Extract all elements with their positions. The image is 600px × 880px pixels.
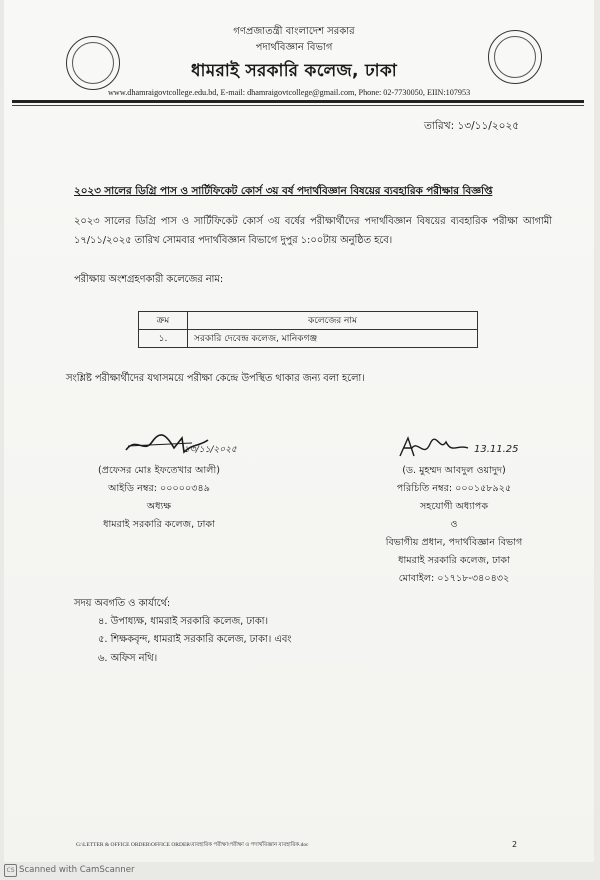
camscanner-watermark: Scanned with CamScanner	[19, 865, 135, 875]
colleges-table	[138, 311, 478, 348]
table-row	[139, 330, 478, 348]
letterhead-college-name: ধামরাই সরকারি কলেজ, ঢাকা	[191, 61, 397, 81]
copies-item: ৬. অফিস নথি।	[98, 653, 158, 664]
letterhead-department: পদার্থবিজ্ঞান বিভাগ	[255, 42, 333, 53]
column-header-serial: ক্রম	[139, 312, 188, 330]
letterhead-contact: www.dhamraigovtcollege.edu.bd, E-mail: dhamraigovtcollege@gmail.com, Phone: 02-7730050, EIIN:107953	[108, 88, 471, 97]
head-designation: সহযোগী অধ্যাপক	[419, 501, 489, 512]
government-seal-icon	[66, 36, 120, 90]
letterhead-line1: গণপ্রজাতন্ত্রী বাংলাদেশ সরকার	[233, 26, 355, 37]
letterhead-divider	[12, 100, 584, 103]
head-role: বিভাগীয় প্রধান, পদার্থবিজ্ঞান বিভাগ	[385, 537, 523, 548]
principal-designation: অধ্যক্ষ	[146, 501, 172, 512]
head-conjunction: ও	[450, 519, 458, 530]
footer-page-number: 2	[512, 840, 518, 849]
copies-label: সদয় অবগতি ও কার্যার্থে:	[74, 598, 171, 609]
column-header-college: কলেজের নাম	[188, 312, 478, 330]
table-header-row	[139, 312, 478, 330]
head-signature-date: 13.11.25	[474, 444, 519, 455]
document-page	[4, 0, 594, 862]
notice-closing: সংশ্লিষ্ট পরীক্ষার্থীদের যথাসময়ে পরীক্ষা কেন্দ্রে উপস্থিত থাকার জন্য বলা হলো।	[66, 373, 365, 384]
principal-name: (প্রফেসর মোঃ ইফতেখার আলী)	[98, 465, 220, 476]
head-name: (ড. মুহম্মদ আবদুল ওয়াদুদ)	[402, 465, 506, 476]
principal-signature-date: ১৩/১১/২০২৫	[184, 445, 237, 455]
camscanner-logo-icon: CS	[4, 864, 17, 877]
table-cell-college: সরকারি দেবেন্দ্র কলেজ, মানিকগঞ্জ	[188, 330, 478, 348]
principal-college: ধামরাই সরকারি কলেজ, ঢাকা	[103, 519, 215, 530]
head-mobile: মোবাইল: ০১৭১৮-৩৪০৪৩২	[398, 573, 510, 584]
copies-item: ৫. শিক্ষকবৃন্দ, ধামরাই সরকারি কলেজ, ঢাকা। এবং	[98, 634, 292, 645]
college-seal-icon	[488, 30, 542, 84]
participants-label: পরীক্ষায় অংশগ্রহণকারী কলেজের নাম:	[74, 274, 224, 285]
head-signature-scribble	[396, 432, 476, 462]
table-cell-serial: ১.	[139, 330, 188, 348]
head-id: পরিচিতি নম্বর: ০০০১৫৮৯২৫	[396, 483, 512, 494]
principal-id: আইডি নম্বর: ০০০০০৩৪৯	[108, 483, 210, 494]
head-signature	[396, 432, 476, 462]
copies-item: ৪. উপাধ্যক্ষ, ধামরাই সরকারি কলেজ, ঢাকা।	[98, 616, 268, 627]
notice-date: তারিখ: ১৩/১১/২০২৫	[424, 120, 520, 132]
notice-title: ২০২৩ সালের ডিগ্রি পাস ও সার্টিফিকেট কোর্স ৩য় বর্ষ পদার্থবিজ্ঞান বিষয়ের ব্যবহারিক পরীক্ষার বিজ্ঞপ্তি	[74, 185, 493, 197]
footer-file-path: G:\LETTER & OFFICE ORDER\OFFICE ORDER\ব্যবহারিক পরীক্ষা\পরীক্ষা ও পদার্থবিজ্ঞান ব্যবহারিক.doc	[76, 842, 309, 848]
letterhead-divider-thin	[12, 105, 584, 106]
notice-body: ২০২৩ সালের ডিগ্রি পাস ও সার্টিফিকেট কোর্স ৩য় বর্ষের পরীক্ষার্থীদের পদার্থবিজ্ঞান বিষয়ের ব্যবহারিক পরীক্ষা আগামী ১৭/১১/২০২৫ তারিখ সোমবার পদার্থবিজ্ঞান বিভাগে দুপুর ১:০০টায় অনুষ্ঠিত হবে।	[74, 216, 552, 246]
head-college: ধামরাই সরকারি কলেজ, ঢাকা	[398, 555, 510, 566]
